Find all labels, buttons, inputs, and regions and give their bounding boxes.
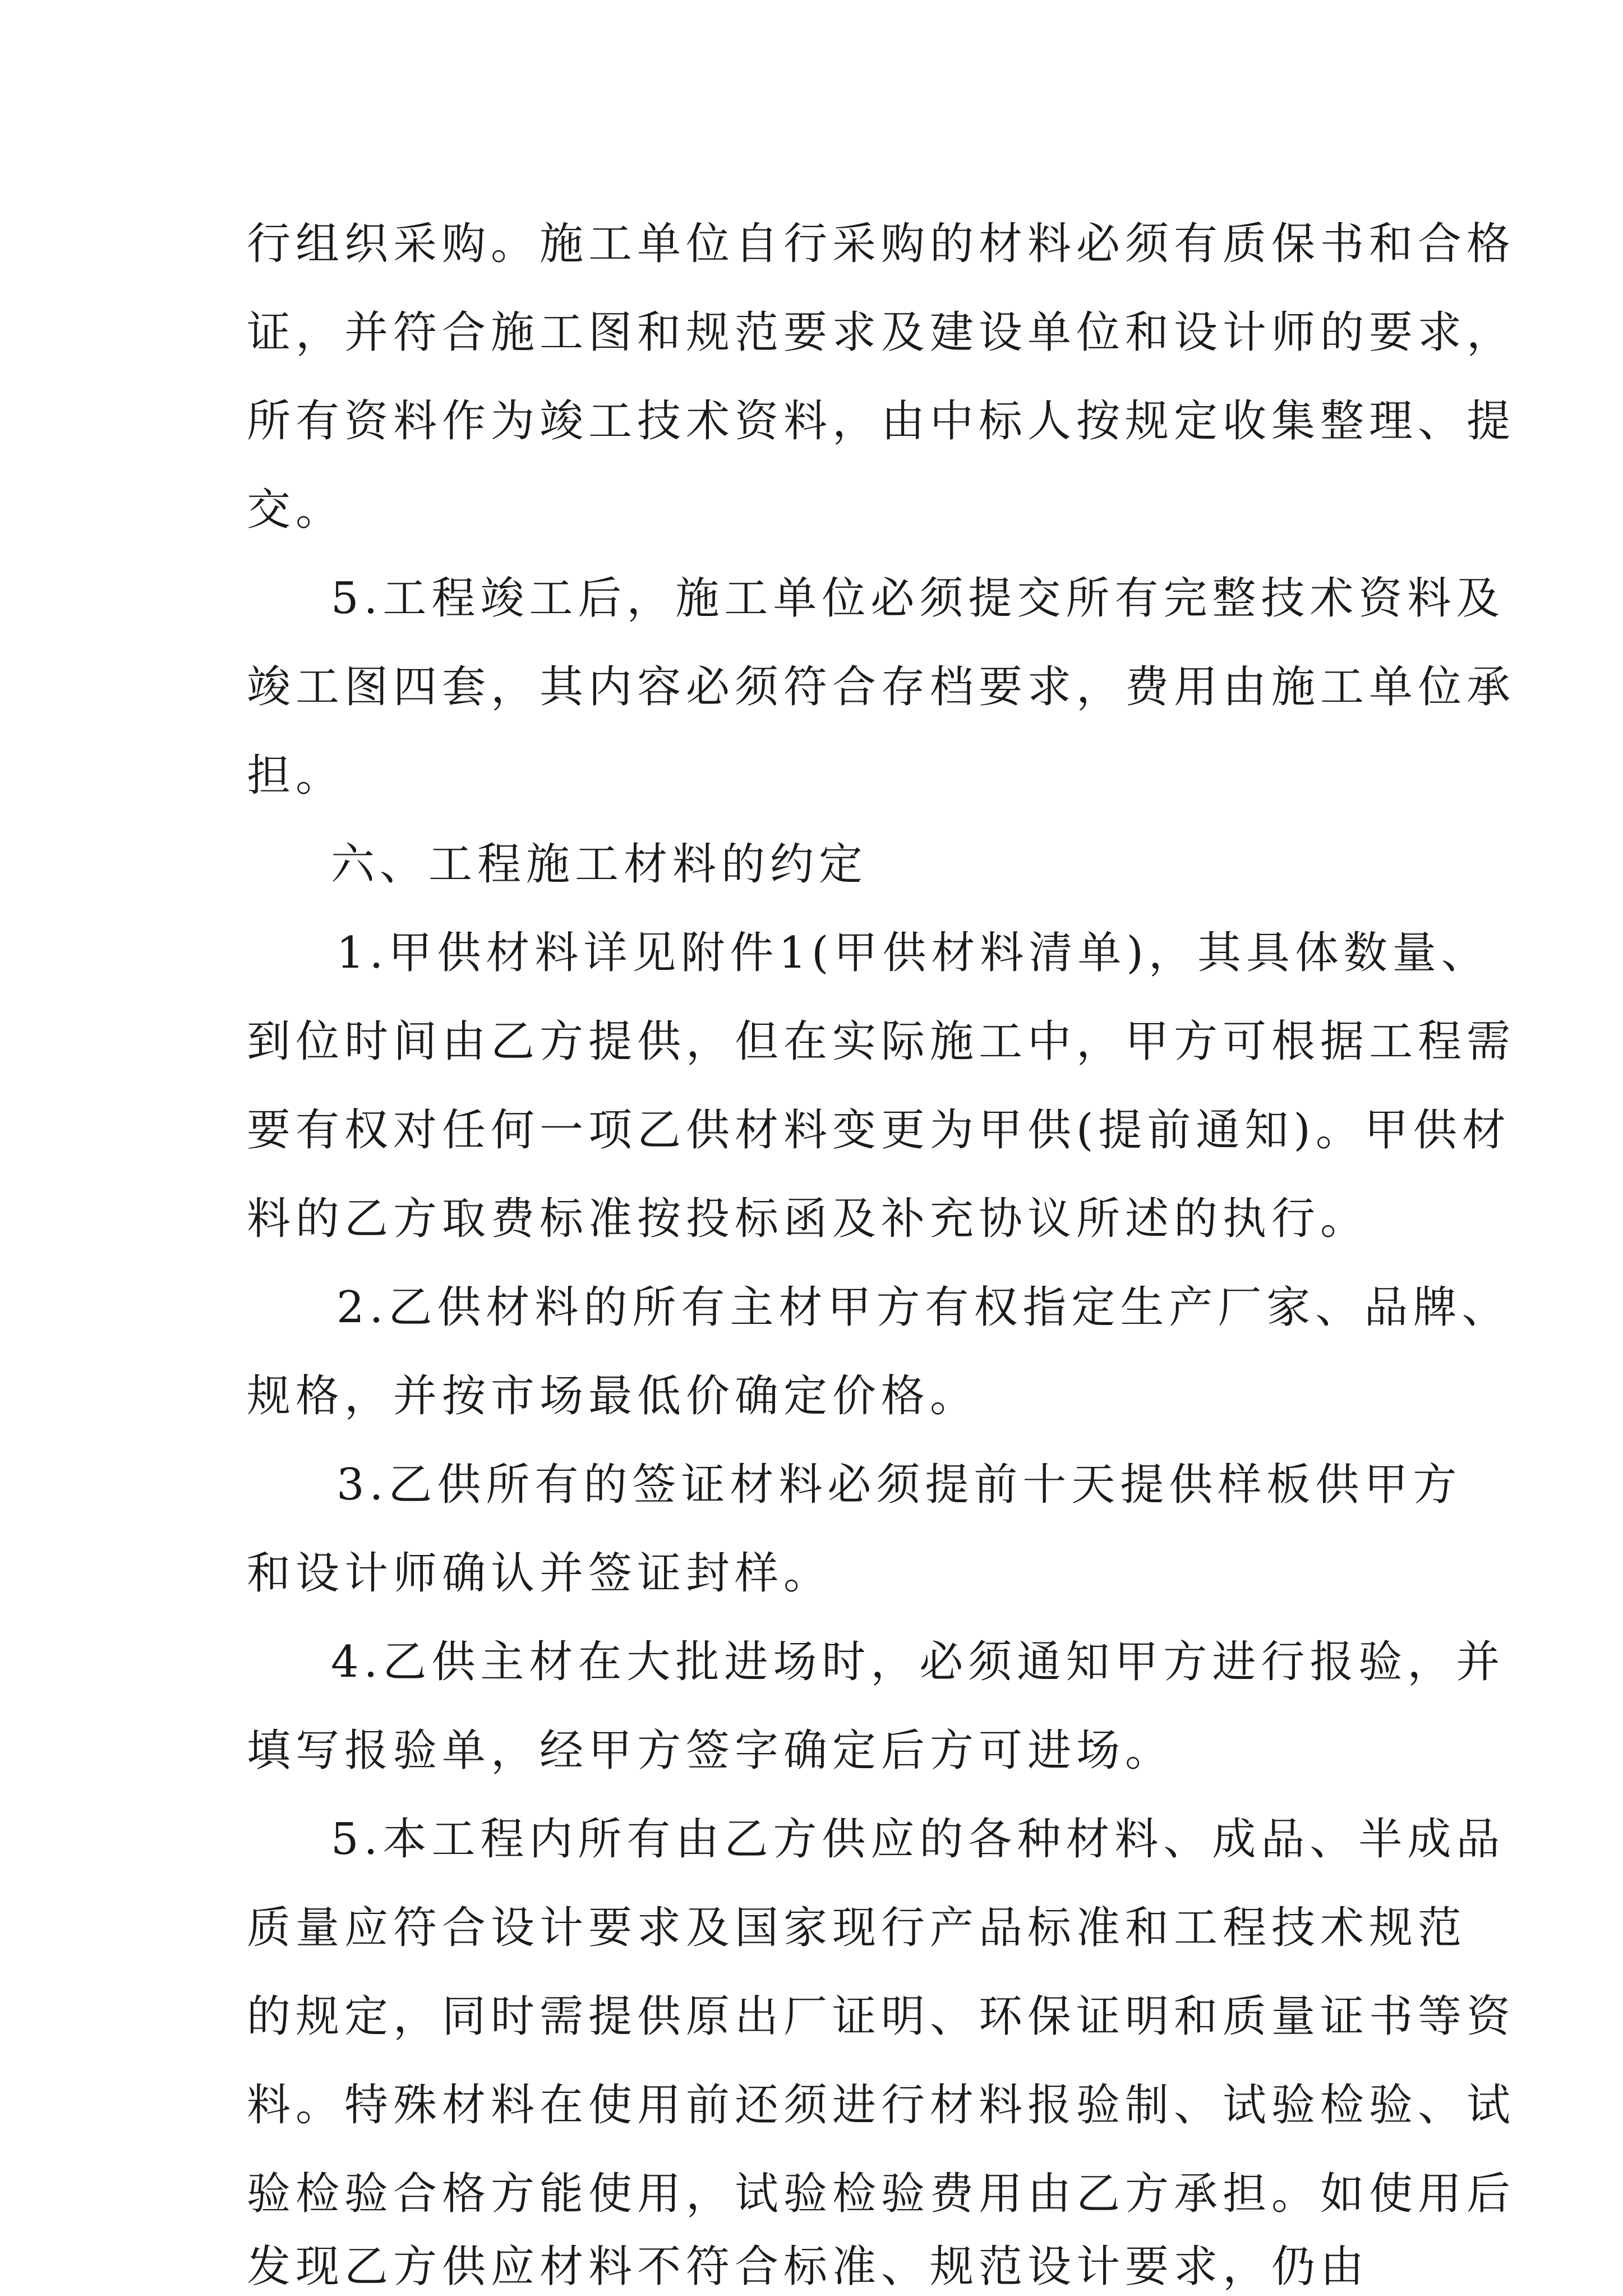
text-line-22: 料。特殊材料在使用前还须进行材料报验制、试验检验、试 [247,2080,1516,2131]
text-line-18: 填写报验单，经甲方签字确定后方可进场。 [247,1726,1174,1776]
text-line-19: 5.本工程内所有由乙方供应的各种材料、成品、半成品 [331,1814,1505,1865]
text-line-1: 行组织采购。施工单位自行采购的材料必须有质保书和合格 [247,219,1516,269]
section-heading: 六、工程施工材料的约定 [331,839,868,890]
text-line-5: 5.工程竣工后，施工单位必须提交所有完整技术资料及 [331,573,1505,624]
text-line-12: 料的乙方取费标准按投标函及补充协议所述的执行。 [247,1194,1370,1244]
text-line-3: 所有资料作为竣工技术资料，由中标人按规定收集整理、提 [247,396,1516,447]
text-line-16: 和设计师确认并签证封样。 [247,1548,833,1599]
text-line-7: 担。 [247,751,345,801]
text-line-10: 到位时间由乙方提供，但在实际施工中，甲方可根据工程需 [247,1016,1516,1067]
text-line-13: 2.乙供材料的所有主材甲方有权指定生产厂家、品牌、 [336,1282,1511,1333]
text-line-11: 要有权对任何一项乙供材料变更为甲供(提前通知)。甲供材 [247,1105,1511,1156]
text-line-14: 规格，并按市场最低价确定价格。 [247,1371,979,1421]
text-line-9: 1.甲供材料详见附件1(甲供材料清单)，其具体数量、 [336,928,1490,978]
text-line-24: 发现乙方供应材料不符合标准、规范设计要求，仍由 [247,2242,1370,2292]
text-line-15: 3.乙供所有的签证材料必须提前十天提供样板供甲方 [336,1460,1462,1510]
text-line-2: 证，并符合施工图和规范要求及建设单位和设计师的要求， [247,307,1516,358]
text-line-20: 质量应符合设计要求及国家现行产品标准和工程技术规范 [247,1903,1467,1953]
text-line-21: 的规定，同时需提供原出厂证明、环保证明和质量证书等资 [247,1991,1516,2042]
text-line-23: 验检验合格方能使用，试验检验费用由乙方承担。如使用后 [247,2169,1516,2219]
text-line-4: 交。 [247,485,345,535]
text-line-17: 4.乙供主材在大批进场时，必须通知甲方进行报验，并 [331,1637,1505,1687]
text-line-6: 竣工图四套，其内容必须符合存档要求，费用由施工单位承 [247,662,1516,712]
